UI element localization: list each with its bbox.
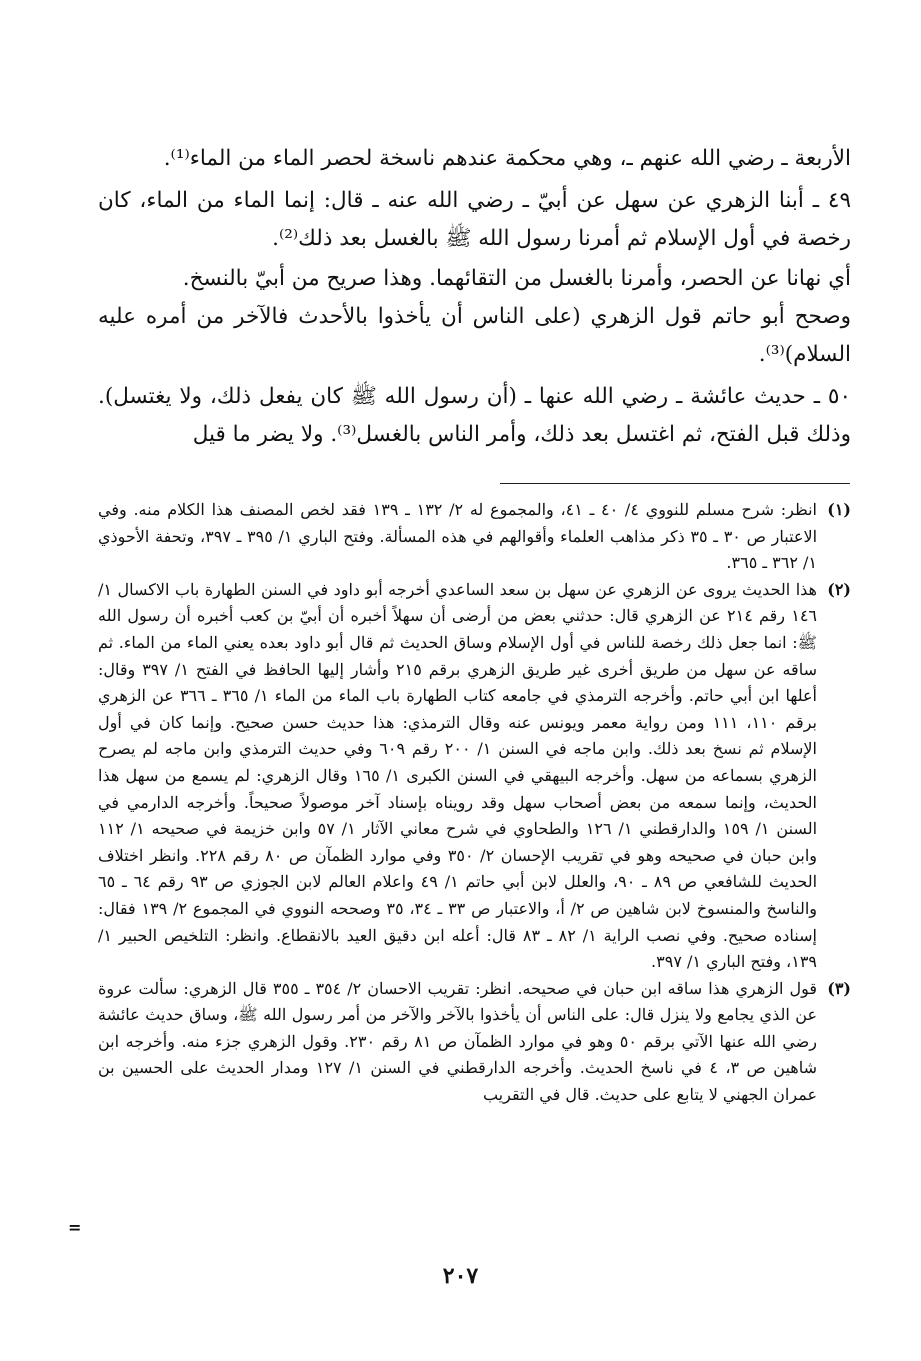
footnote-2 [98, 577, 851, 976]
main-paragraph-3: أي نهانا عن الحصر، وأمرنا بالغسل من التقائهما. وهذا صريح من أبيّ بالنسخ. [182, 266, 851, 291]
main-paragraph-hadith-49: ٤٩ ـ أبنا الزهري عن سهل عن أبيّ ـ رضي الله عنه ـ قال: إنما الماء من الماء، كان رخصة في أول الإسلام ثم أمرنا رسول الله ﷺ بالغسل بعد ذلك⁽²⁾. [98, 188, 851, 251]
continuation-mark: = [68, 1218, 82, 1237]
footnote-1 [98, 497, 851, 577]
footnotes-block [98, 497, 851, 1109]
main-paragraph-1: الأربعة ـ رضي الله عنهم ـ، وهي محكمة عندهم ناسخة لحصر الماء من الماء⁽¹⁾. [163, 146, 851, 171]
footnote-number: (٣) [827, 978, 851, 998]
footnote-separator [500, 483, 850, 484]
main-paragraph-hadith-50: ٥٠ ـ حديث عائشة ـ رضي الله عنها ـ (أن رسول الله ﷺ كان يفعل ذلك، ولا يغتسل). وذلك قبل الفتح، ثم اغتسل بعد ذلك، وأمر الناس بالغسل⁽³⁾. ولا يضر ما قيل [98, 384, 852, 447]
footnote-text: قول الزهري هذا ساقه ابن حبان في صحيحه. انظر: تقريب الاحسان ٢/ ٣٥٤ ـ ٣٥٥ قال الزهري: سألت عروة عن الذي يجامع ولا ينزل قال: على الناس أن يأخذوا بالآخر والآخر من أمر رسول الله ﷺ، وساق حديث عائشة رضي الله عنها الآتي برقم ٥٠ وهو في موارد الظمآن ص ٨١ رقم ٢٣٠. وقول الزهري جزء منه. وأخرجه ابن شاهين ص ٣، ٤ في ناسخ الحديث. وأخرجه الدارقطني في السنن ١/ ١٢٧ ومدار الحديث على الحسين بن عمران الجهني لا يتابع على حديث. قال في التقريب [98, 978, 818, 1105]
main-paragraph-4: وصحح أبو حاتم قول الزهري (على الناس أن يأخذوا بالأحدث فالآخر من أمره عليه السلام)⁽³⁾. [98, 304, 851, 367]
page-number: ٢٠٧ [442, 1263, 479, 1289]
footnote-text: انظر: شرح مسلم للنووي ٤/ ٤٠ ـ ٤١، والمجموع له ٢/ ١٣٢ ـ ١٣٩ فقد لخص المصنف هذا الكلام منه. وفي الاعتبار ص ٣٠ ـ ٣٥ ذكر مذاهب العلماء وأقوالهم في هذه المسألة. وفتح الباري ١/ ٣٩٥ ـ ٣٩٧، وتحفة الأحوذي ١/ ٣٦٢ ـ ٣٦٥. [98, 500, 818, 573]
footnote-3 [98, 976, 851, 1109]
footnote-number: (٢) [827, 579, 851, 599]
footnote-text: هذا الحديث يروى عن الزهري عن سهل بن سعد الساعدي أخرجه أبو داود في السنن الطهارة باب الاكسال ١/ ١٤٦ رقم ٢١٤ عن الزهري قال: حدثني بعض من أرضى أن سهلاً أخبره أن أبيّ بن كعب أخبره أن رسول الله ﷺ: انما جعل ذلك رخصة للناس في أول الإسلام وساق الحديث ثم قال أبو داود بعده يعني الماء من الماء. ثم ساقه عن سهل من طريق أخرى غير طريق الزهري برقم ٢١٥ وأشار إليها الحافظ في الفتح ١/ ٣٩٧ وقال: أعلها ابن أبي حاتم. وأخرجه الترمذي في جامعه كتاب الطهارة باب الماء من الماء ١/ ٣٦٥ ـ ٣٦٦ عن الزهري برقم ١١٠، ١١١ ومن رواية معمر ويونس عنه وقال الترمذي: هذا حديث حسن صحيح. وإنما كان في أول الإسلام ثم نسخ بعد ذلك. وابن ماجه في السنن ١/ ٢٠٠ رقم ٦٠٩ وفي حديث الترمذي وابن ماجه لم يصرح الزهري بسماعه من سهل. وأخرجه البيهقي في السنن الكبرى ١/ ١٦٥ وقال الزهري: لم يسمع من سهل هذا الحديث، وإنما سمعه من بعض أصحاب سهل وقد رويناه بإسناد آخر موصولاً صحيحاً. وأخرجه الدارمي في السنن ١/ ١٥٩ والدارقطني ١/ ١٢٦ والطحاوي في شرح معاني الآثار ١/ ٥٧ وابن خزيمة في صحيحه ١/ ١١٢ وابن حبان في صحيحه وهو في تقريب الإحسان ٢/ ٣٥٠ وفي موارد الظمآن ص ٨٠ رقم ٢٢٨. وانظر اختلاف الحديث للشافعي ص ٨٩ ـ ٩٠، والعلل لابن أبي حاتم ١/ ٤٩ واعلام العالم لابن الجوزي ص ٩٣ رقم ٦٤ ـ ٦٥ والناسخ والمنسوخ لابن شاهين ص ٢/ أ، والاعتبار ص ٣٣ ـ ٣٤، ٣٥ وصححه النووي في المجموع ٢/ ١٣٩ فقال: إسناده صحيح. وفي نصب الراية ١/ ٨٢ ـ ٨٣ قال: أعله ابن دقيق العيد بالانقطاع. وانظر: التلخيص الحبير ١/ ١٣٩، وفتح الباري ١/ ٣٩٧. [98, 579, 818, 972]
footnote-number: (١) [827, 500, 851, 519]
main-text-block [98, 140, 851, 454]
